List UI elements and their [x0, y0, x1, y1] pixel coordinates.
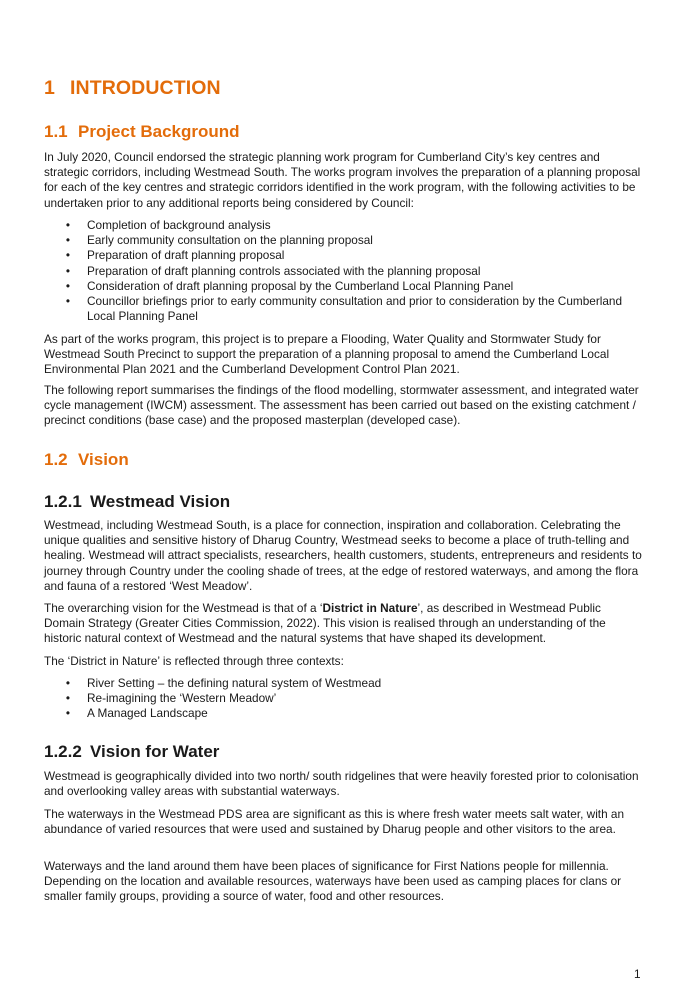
section-number: 1.1 [44, 122, 68, 141]
district-in-nature-paragraph [44, 601, 642, 647]
westmead-vision-paragraph: Westmead, including Westmead South, is a place for connection, inspiration and collaboration. Celebrating the unique qualities and sensitive history of Dharug Country, Westmead seeks to become a place of truth-telling and healing. Westmead will attract specialists, researchers, health customers, students, entrepreneurs and residents to journey through Country under the cooling shade of trees, at the edge of restored waterways, and among the flora and fauna of a restored ‘West Meadow’. [44, 518, 642, 593]
project-background-intro-paragraph: In July 2020, Council endorsed the strategic planning work program for Cumberland City’s key centres and strategic corridors, including Westmead South. The works program involves the preparation of a planning proposal for each of the key centres and strategic corridors identified in the work program, with the following activities to be undertaken prior to any additional reports being considered by Council: [44, 150, 641, 210]
section-number: 1 [44, 77, 55, 99]
section-1-2-2-heading [44, 742, 219, 762]
list-item [44, 233, 642, 248]
list-item [44, 691, 642, 706]
list-item [44, 264, 642, 279]
list-item [44, 218, 642, 233]
section-1-2-heading [44, 450, 129, 470]
list-item [44, 279, 642, 294]
bullet-icon: • [65, 218, 71, 232]
bullet-icon: • [65, 294, 71, 309]
list-item-text: A Managed Landscape [87, 706, 208, 721]
list-item-text: Early community consultation on the planning proposal [87, 233, 373, 248]
section-title: Westmead Vision [90, 492, 231, 511]
geography-paragraph: Westmead is geographically divided into two north/ south ridgelines that were heavily forested prior to colonisation and overlooking valley areas with substantial waterways. [44, 769, 639, 799]
bullet-icon: • [65, 248, 71, 263]
district-in-nature-emphasis: District in Nature [322, 601, 418, 615]
section-1-2-1-heading [44, 492, 230, 512]
contexts-bullet-list [44, 676, 642, 722]
report-summary-paragraph: The following report summarises the findings of the flood modelling, stormwater assessment, and integrated water cycle management (IWCM) assessment. The assessment has been carried out based on the existing catchment / precinct conditions (base case) and the proposed masterplan (developed case). [44, 383, 639, 428]
list-item-text: Re-imagining the ‘Western Meadow’ [87, 691, 277, 706]
section-number: 1.2.1 [44, 492, 82, 511]
text-span: ’, as described in Westmead Public Domain Strategy (Greater Cities Commission, 2022). This vision is realised through an understanding of the historic natural context of Westmead and the natural systems that have shaped its development. [44, 601, 606, 646]
page-number: 1 [634, 967, 641, 981]
list-item [44, 248, 642, 263]
contexts-intro-paragraph: The ‘District in Nature’ is reflected through three contexts: [44, 654, 344, 668]
waterways-significance-paragraph: The waterways in the Westmead PDS area are significant as this is where fresh water meets salt water, with an abundance of varied resources that were used and sustained by Dharug people and other visitors to the area. [44, 807, 625, 837]
section-1-heading [44, 77, 221, 100]
bullet-icon: • [65, 233, 71, 248]
section-number: 1.2 [44, 450, 68, 469]
section-title: Project Background [78, 122, 240, 141]
section-title: Vision for Water [90, 742, 220, 761]
activities-bullet-list [44, 218, 642, 324]
list-item-text: Councillor briefings prior to early community consultation and prior to consideration by the Cumberland Local Planning Panel [87, 294, 623, 324]
list-item [44, 706, 642, 721]
bullet-icon: • [65, 706, 71, 721]
text-span: The overarching vision for the Westmead is that of a ‘ [44, 601, 323, 615]
bullet-icon: • [65, 263, 71, 278]
list-item-text: Consideration of draft planning proposal by the Cumberland Local Planning Panel [87, 278, 514, 293]
list-item [44, 294, 642, 324]
list-item [44, 676, 642, 691]
section-number: 1.2.2 [44, 742, 82, 761]
list-item-text: Preparation of draft planning controls associated with the planning proposal [87, 263, 481, 278]
list-item-text: River Setting – the defining natural system of Westmead [87, 676, 382, 690]
section-title: INTRODUCTION [70, 77, 221, 99]
bullet-icon: • [65, 676, 71, 690]
bullet-icon: • [65, 278, 71, 293]
works-program-paragraph: As part of the works program, this project is to prepare a Flooding, Water Quality and Stormwater Study for Westmead South Precinct to support the preparation of a planning proposal to amend the Cumberland Local Environmental Plan 2021 and the Cumberland Development Control Plan 2021. [44, 332, 610, 377]
section-title: Vision [78, 450, 129, 469]
bullet-icon: • [65, 691, 71, 706]
list-item-text: Completion of background analysis [87, 218, 271, 232]
first-nations-paragraph: Waterways and the land around them have been places of significance for First Nations people for millennia. Depending on the location and available resources, waterways have been used as camping places for clans or smaller family groups, providing a source of water, food and other resources. [44, 859, 622, 904]
list-item-text: Preparation of draft planning proposal [87, 248, 285, 263]
section-1-1-heading [44, 122, 240, 142]
